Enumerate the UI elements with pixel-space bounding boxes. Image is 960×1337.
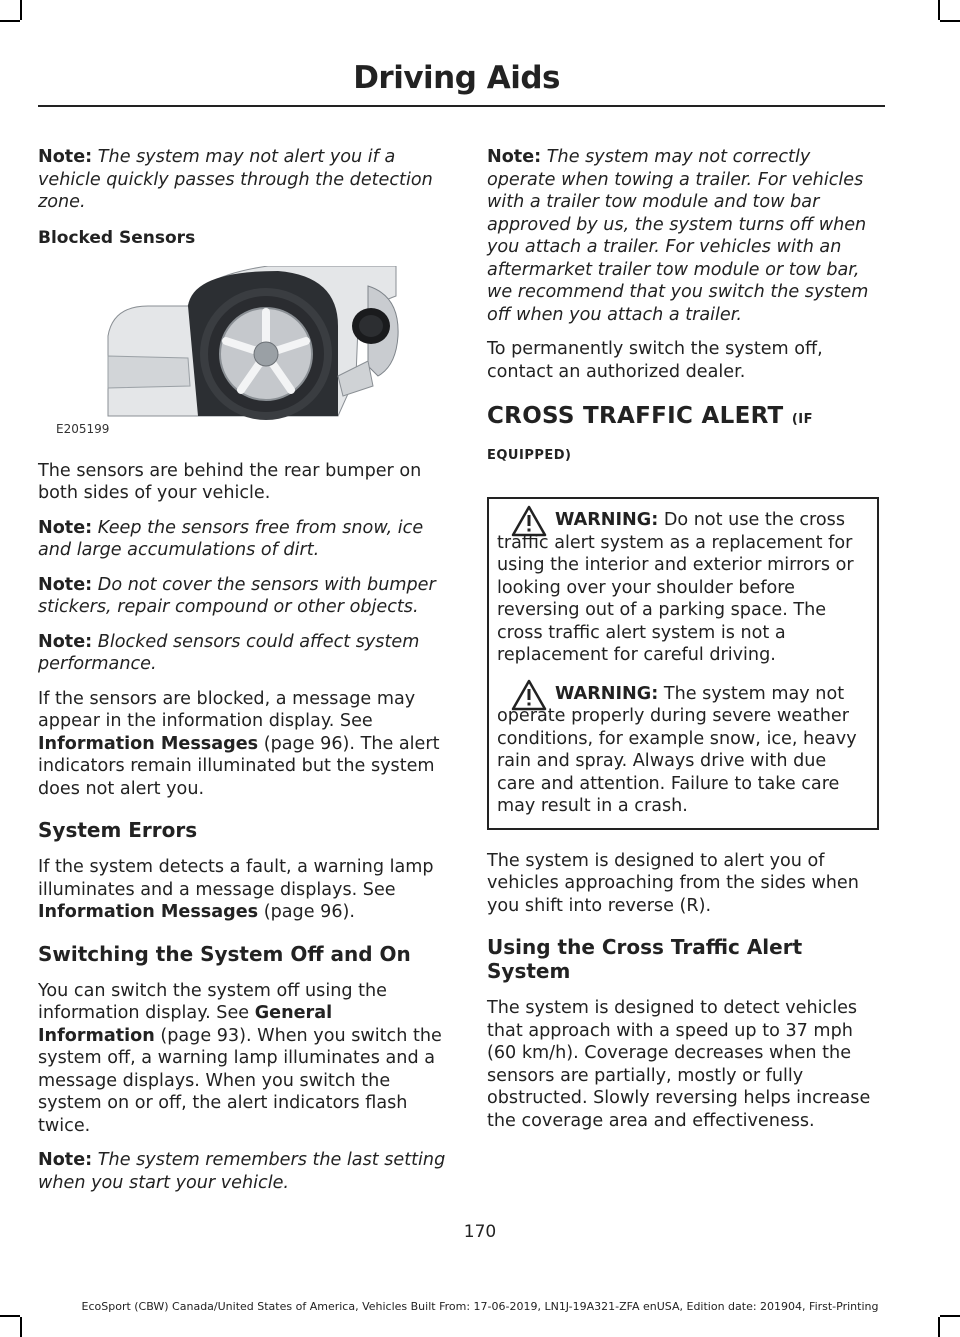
body-text: (page 93). When you switch the system off, a warning lamp illuminates and a message displays. When you switch the system on or off, the alert indicators flash twice.: [38, 1025, 442, 1136]
note-paragraph: [38, 517, 448, 562]
page-number: 170: [463, 1222, 497, 1242]
section-title-text: CROSS TRAFFIC ALERT: [487, 403, 784, 429]
designed-paragraph: The system is designed to alert you of vehicles approaching from the sides when you shift into reverse (R).: [487, 850, 859, 916]
note-label: Note:: [38, 147, 93, 167]
note-paragraph: [38, 146, 448, 214]
note-label: Note:: [38, 574, 93, 595]
cross-reference-link[interactable]: Information Messages: [38, 902, 259, 922]
note-label: Note:: [487, 147, 542, 167]
warning-label: WARNING:: [555, 683, 659, 704]
note-paragraph: [38, 1149, 448, 1194]
cross-reference-link[interactable]: Information Messages: [38, 733, 259, 754]
note-text: Keep the sensors free from snow, ice and large accumulations of dirt.: [38, 517, 424, 560]
note-label: Note:: [38, 631, 93, 652]
left-column: [38, 146, 448, 1206]
blocked-sensors-heading: Blocked Sensors: [38, 227, 196, 248]
crop-mark: [20, 1317, 22, 1337]
section-title: [487, 401, 879, 471]
rear-bumper-figure: [38, 266, 448, 446]
warning-item: [497, 509, 869, 667]
note-text: The system may not alert you if a vehicle quickly passes through the detection zone.: [38, 147, 433, 212]
body-text: (page 96). The alert indicators remain illuminated but the system does not alert you.: [38, 733, 440, 799]
note-paragraph: [487, 146, 879, 326]
header-rule: [38, 105, 885, 107]
system-errors-heading: System Errors: [38, 818, 198, 842]
warning-paragraph: [497, 509, 869, 667]
warning-triangle-icon: [511, 679, 547, 711]
warning-item: [497, 683, 869, 818]
warning-triangle-icon: [511, 505, 547, 537]
crop-mark: [0, 1315, 20, 1317]
warning-label: WARNING:: [555, 510, 659, 530]
using-paragraph: The system is designed to detect vehicles that approach with a speed up to 37 mph (60 km/h). Coverage decreases when the sensors are partially, mostly or fully obstructed. Slowly reversing helps increase the coverage area and effectiveness.: [487, 998, 871, 1131]
right-column: [487, 146, 879, 1144]
note-paragraph: [38, 631, 448, 676]
blocked-paragraph: [38, 688, 448, 801]
switching-heading: Switching the System Off and On: [38, 941, 411, 966]
dealer-paragraph: To permanently switch the system off, contact an authorized dealer.: [487, 339, 823, 382]
switching-paragraph: [38, 980, 448, 1138]
warning-box: [487, 497, 879, 830]
note-text: Do not cover the sensors with bumper stickers, repair compound or other objects.: [38, 574, 436, 617]
note-label: Note:: [38, 1150, 93, 1170]
crop-mark: [20, 0, 22, 20]
note-text: The system remembers the last setting when you start your vehicle.: [38, 1150, 446, 1193]
crop-mark: [938, 1317, 940, 1337]
footer-text: EcoSport (CBW) Canada/United States of America, Vehicles Built From: 17-06-2019, LN1J-19A321-ZFA enUSA, Edition date: 201904, First-Printing: [81, 1300, 879, 1313]
section-title-sub: EQUIPPED): [487, 448, 572, 463]
warning-text: Do not use the cross traffic alert system as a replacement for using the interior and exterior mirrors or looking over your shoulder before reversing out of a parking space. The cross traffic alert system is not a replacement for careful driving.: [497, 510, 854, 665]
crop-mark: [940, 1315, 960, 1317]
crop-mark: [0, 20, 20, 22]
body-text: If the sensors are blocked, a message may appear in the information display. See: [38, 688, 416, 731]
warning-text: The system may not operate properly during severe weather conditions, for example snow, ice, heavy rain and spray. Always drive with due care and attention. Failure to take care may result in a crash.: [497, 683, 857, 816]
note-label: Note:: [38, 517, 93, 538]
cross-reference-link[interactable]: General Information: [38, 1003, 333, 1046]
crop-mark: [938, 0, 940, 20]
body-text: You can switch the system off using the information display. See: [38, 980, 388, 1023]
crop-mark: [940, 20, 960, 22]
body-text: (page 96).: [263, 902, 355, 922]
rear-wheel-illustration: [38, 266, 448, 446]
warning-paragraph: [497, 683, 869, 818]
errors-paragraph: [38, 856, 448, 924]
using-heading: Using the Cross Traffic Alert System: [487, 935, 803, 983]
note-text: Blocked sensors could affect system performance.: [38, 631, 420, 674]
figure-code: E205199: [56, 421, 110, 436]
note-paragraph: [38, 574, 448, 619]
page-title: Driving Aids: [353, 60, 560, 96]
sensors-paragraph: The sensors are behind the rear bumper on both sides of your vehicle.: [38, 460, 422, 503]
section-title-suffix: (IF: [791, 412, 814, 427]
body-text: If the system detects a fault, a warning lamp illuminates and a message displays. See: [38, 857, 434, 900]
note-text: The system may not correctly operate when towing a trailer. For vehicles with a trailer tow module and tow bar approved by us, the system turns off when you attach a trailer. For vehicles with an aftermarket trailer tow module or tow bar, we recommend that you switch the system off when you attach a trailer.: [487, 147, 869, 325]
